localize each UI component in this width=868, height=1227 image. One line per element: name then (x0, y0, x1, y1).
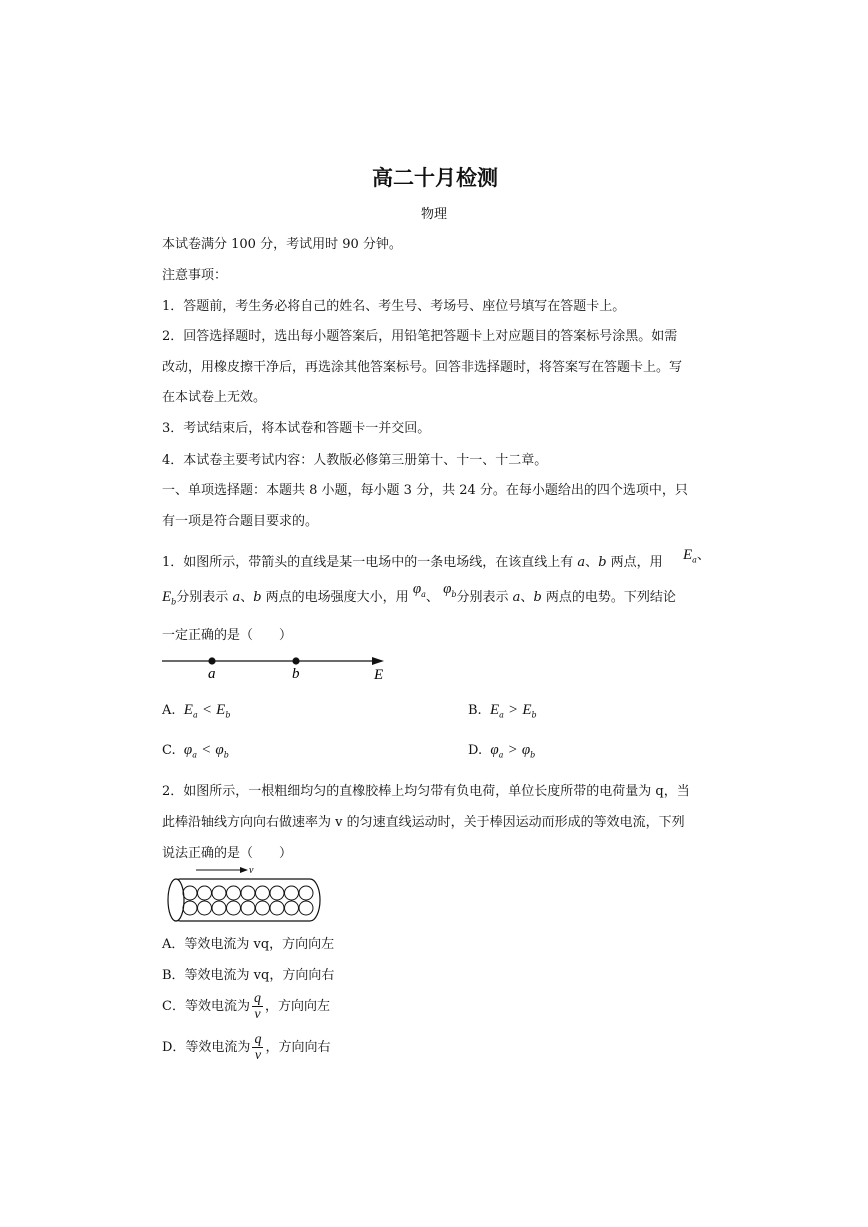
q1-line-3: 一定正确的是（ ） (162, 628, 293, 643)
note-2-line-1: 2．回答选择题时，选出每小题答案后，用铅笔把答题卡上对应题目的答案标号涂黑。如需 (162, 329, 678, 344)
q1-option-D[interactable]: D. $\varphi_a > \varphi_b$ (468, 742, 536, 760)
arrow-head-icon (372, 657, 384, 665)
label-b: b (292, 666, 300, 682)
velocity-label: v (249, 865, 254, 876)
q2-option-A[interactable]: A．等效电流为 vq，方向向左 (162, 937, 335, 952)
rubber-rod-figure (160, 862, 328, 926)
label-E: E (374, 667, 384, 683)
note-4: 4．本试卷主要考试内容：人教版必修第三册第十、十一、十二章。 (162, 453, 548, 468)
q2-line-3: 说法正确的是（ ） (162, 846, 293, 861)
velocity-arrow-head-icon (240, 867, 248, 873)
q2-option-C[interactable]: C．等效电流为 $\frac{q}{v}$ ，方向向左 (162, 991, 330, 1022)
q2-line-2: 此棒沿轴线方向向右做速率为 v 的匀速直线运动时，关于棒因运动而形成的等效电流，下列 (162, 815, 685, 830)
q1-Ea-symbol: $E_a$、 (683, 547, 710, 565)
note-3: 3．考试结束后，将本试卷和答题卡一并交回。 (162, 421, 431, 436)
fraction-q-over-v: $\frac{q}{v}$ (253, 991, 261, 1022)
q1-line-1: 1．如图所示，带箭头的直线是某一电场中的一条电场线，在该直线上有 a、b 两点，用 (162, 555, 663, 570)
rod-end-cap (168, 879, 184, 921)
q1-option-C[interactable]: C. $\varphi_a < \varphi_b$ (162, 742, 229, 760)
note-1: 1．答题前，考生务必将自己的姓名、考生号、考场号、座位号填写在答题卡上。 (162, 299, 626, 314)
section-heading-line-1: 一、单项选择题：本题共 8 小题，每小题 3 分，共 24 分。在每小题给出的四个选项中，只 (162, 483, 688, 498)
page-title: 高二十月检测 (372, 166, 498, 190)
point-a (208, 657, 215, 664)
notes-heading: 注意事项： (162, 268, 228, 283)
note-2-line-2: 改动，用橡皮擦干净后，再选涂其他答案标号。回答非选择题时，将答案写在答题卡上。写 (162, 360, 683, 375)
section-heading-line-2: 有一项是符合题目要求的。 (162, 514, 319, 529)
label-a: a (208, 666, 216, 682)
q2-option-D[interactable]: D．等效电流为 $\frac{q}{v}$ ，方向向右 (162, 1032, 331, 1063)
q1-option-A[interactable]: A. $E_a < E_b$ (162, 702, 231, 720)
q1-option-B[interactable]: B. $E_a > E_b$ (468, 702, 537, 720)
q2-option-B[interactable]: B．等效电流为 vq，方向向右 (162, 968, 335, 983)
point-b (292, 657, 299, 664)
fraction-q-over-v: $\frac{q}{v}$ (254, 1032, 262, 1063)
note-2-line-3: 在本试卷上无效。 (162, 390, 267, 405)
field-line-figure (158, 650, 398, 686)
q1-line-2: $E_b$分别表示 a、b 两点的电场强度大小，用 $\varphi_a$、 $\varphi_b$分别表示 a、b 两点的电势。下列结论 (162, 581, 676, 607)
q2-line-1: 2．如图所示，一根粗细均匀的直橡胶棒上均匀带有负电荷，单位长度所带的电荷量为 q，当 (162, 784, 690, 799)
subject-label: 物理 (421, 207, 448, 222)
exam-info: 本试卷满分 100 分，考试用时 90 分钟。 (162, 237, 402, 252)
